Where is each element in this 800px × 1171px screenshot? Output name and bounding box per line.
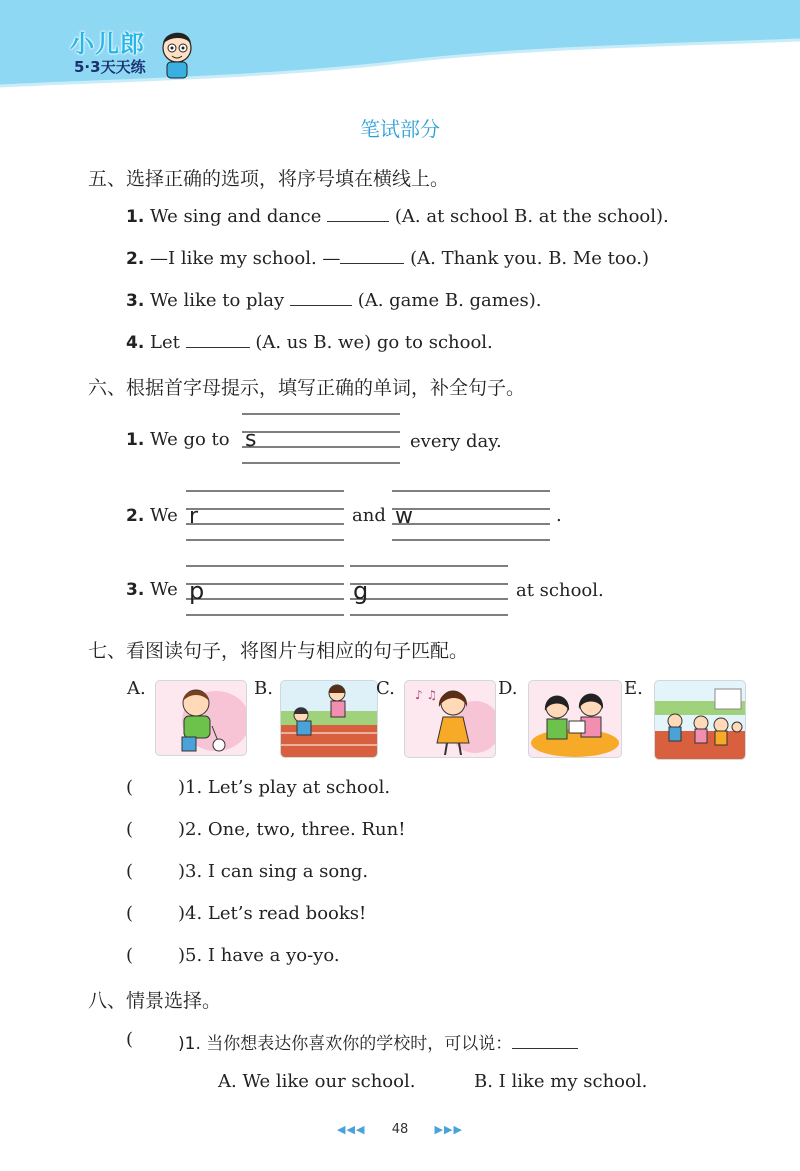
section5-heading: 五、选择正确的选项，将序号填在横线上。 (88, 168, 450, 190)
s6-q3-text: We (150, 579, 178, 600)
s6-q1-hint-letter: s (245, 427, 257, 452)
s6-q2-writing-lines-1[interactable] (186, 487, 346, 543)
picture-a-label: A. (127, 678, 146, 699)
s5-q4-blank[interactable] (186, 331, 250, 348)
s7-sentence-1: )1. Let’s play at school. (178, 777, 391, 798)
s7-sentence-4: )4. Let’s read books! (178, 903, 367, 924)
s6-q2-number: 2. (126, 506, 145, 526)
girl-singing-icon (404, 680, 496, 758)
children-running-race-icon (280, 680, 378, 758)
s6-q2-hint-letter-1: r (189, 504, 199, 529)
picture-b-label: B. (254, 678, 273, 699)
s6-q2-period: . (556, 505, 562, 526)
s5-q1-blank[interactable] (327, 205, 389, 222)
s6-q1-tail: every day. (410, 431, 502, 452)
s7-answer-open-4[interactable]: ( (126, 903, 134, 924)
right-arrows-icon: ▶▶▶ (434, 1123, 463, 1136)
s6-q3-hint-letter-2: g (353, 577, 369, 605)
picture-c-label: C. (376, 678, 395, 699)
section7-heading: 七、看图读句子，将图片与相应的句子匹配。 (88, 640, 469, 662)
s5-question-1 (126, 205, 669, 227)
s5-q1-number: 1. (126, 207, 145, 227)
logo-sub-text: 5·3天天练 (74, 58, 146, 76)
picture-d-label: D. (498, 678, 518, 699)
logo-main-text: 小儿郎 (70, 30, 145, 58)
s5-q1-text: We sing and dance (150, 206, 322, 227)
s8-q1-text: )1. 当你想表达你喜欢你的学校时，可以说： (178, 1034, 513, 1054)
s7-sentence-5: )5. I have a yo-yo. (178, 945, 340, 966)
s5-q3-blank[interactable] (290, 289, 352, 306)
s5-question-4 (126, 331, 493, 353)
s7-answer-open-2[interactable]: ( (126, 819, 134, 840)
s6-question-2-lead (126, 505, 178, 526)
s6-q2-and: and (352, 505, 386, 526)
s5-q4-number: 4. (126, 333, 145, 353)
girls-reading-books-icon (528, 680, 622, 758)
left-arrows-icon: ◀◀◀ (337, 1123, 366, 1136)
s6-q1-number: 1. (126, 430, 145, 450)
page-title: 笔试部分 (360, 117, 440, 141)
s7-answer-open-1[interactable]: ( (126, 777, 134, 798)
section6-heading: 六、根据首字母提示，填写正确的单词，补全句子。 (88, 377, 526, 399)
logo (70, 24, 200, 86)
s5-q3-number: 3. (126, 291, 145, 311)
s6-q2-text: We (150, 505, 178, 526)
s8-answer-open-1[interactable]: ( (126, 1029, 134, 1050)
s8-option-b: B. I like my school. (474, 1071, 648, 1092)
mascot-boy-icon (158, 26, 196, 82)
children-playing-at-school-icon (654, 680, 746, 760)
s5-q3-options: (A. game B. games). (357, 290, 542, 311)
s6-q3-tail: at school. (516, 580, 604, 601)
s5-question-2 (126, 247, 649, 269)
s6-q3-hint-letter-1: p (189, 577, 205, 605)
s8-q1-blank[interactable] (512, 1032, 578, 1049)
s6-q2-writing-lines-2[interactable] (392, 487, 552, 543)
s6-q1-writing-lines[interactable] (242, 410, 402, 466)
s6-q3-writing-lines-2[interactable] (350, 562, 510, 618)
s5-q2-text: —I like my school. — (150, 248, 341, 269)
s7-sentence-2: )2. One, two, three. Run! (178, 819, 406, 840)
page-number-bar (0, 1122, 800, 1137)
page-number: 48 (391, 1122, 409, 1137)
s5-q2-options: (A. Thank you. B. Me too.) (410, 248, 650, 269)
boy-with-yoyo-icon (155, 680, 247, 756)
s7-answer-open-5[interactable]: ( (126, 945, 134, 966)
s8-option-a: A. We like our school. (218, 1071, 416, 1092)
s6-question-1-lead (126, 429, 230, 450)
s7-answer-open-3[interactable]: ( (126, 861, 134, 882)
s6-q2-hint-letter-2: w (395, 504, 413, 529)
s8-question-1 (178, 1029, 578, 1054)
s5-q2-blank[interactable] (340, 247, 404, 264)
s5-q1-options: (A. at school B. at the school). (394, 206, 669, 227)
s5-q3-text: We like to play (150, 290, 285, 311)
s6-q3-number: 3. (126, 580, 145, 600)
s6-question-3-lead (126, 579, 178, 600)
s5-q2-number: 2. (126, 249, 145, 269)
picture-e-label: E. (624, 678, 643, 699)
svg-text:♪ ♫: ♪ ♫ (415, 688, 438, 702)
s5-question-3 (126, 289, 541, 311)
s7-sentence-3: )3. I can sing a song. (178, 861, 369, 882)
s6-q1-text: We go to (150, 429, 230, 450)
s6-q3-writing-lines-1[interactable] (186, 562, 346, 618)
section8-heading: 八、情景选择。 (88, 990, 222, 1012)
s5-q4-options: (A. us B. we) go to school. (255, 332, 493, 353)
s5-q4-text: Let (150, 332, 180, 353)
